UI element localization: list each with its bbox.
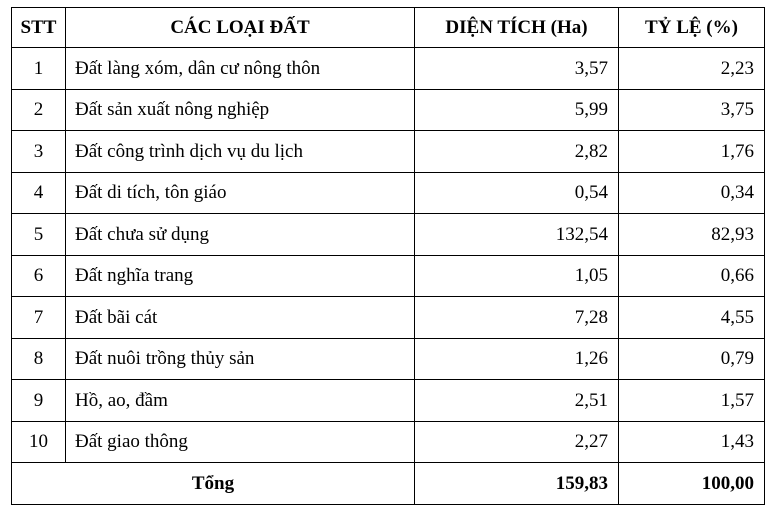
- total-row: [12, 463, 765, 505]
- row-ratio: 4,55: [619, 297, 765, 339]
- row-land-type: Đất chưa sử dụng: [66, 214, 415, 256]
- row-stt: 9: [12, 380, 66, 422]
- row-area: 3,57: [415, 48, 619, 90]
- row-ratio: 0,66: [619, 255, 765, 297]
- table-row: [12, 297, 765, 339]
- row-land-type: Đất giao thông: [66, 421, 415, 463]
- table-row: [12, 380, 765, 422]
- row-area: 0,54: [415, 172, 619, 214]
- land-use-table: [11, 7, 765, 505]
- row-stt: 7: [12, 297, 66, 339]
- table-row: [12, 48, 765, 90]
- row-area: 1,26: [415, 338, 619, 380]
- header-stt: STT: [12, 8, 66, 48]
- header-land-type: CÁC LOẠI ĐẤT: [66, 8, 415, 48]
- row-area: 7,28: [415, 297, 619, 339]
- row-land-type: Đất nuôi trồng thủy sản: [66, 338, 415, 380]
- row-stt: 4: [12, 172, 66, 214]
- row-stt: 5: [12, 214, 66, 256]
- row-stt: 8: [12, 338, 66, 380]
- row-ratio: 1,57: [619, 380, 765, 422]
- row-stt: 1: [12, 48, 66, 90]
- row-area: 2,82: [415, 131, 619, 173]
- total-area: 159,83: [415, 463, 619, 505]
- row-area: 2,27: [415, 421, 619, 463]
- row-land-type: Hồ, ao, đầm: [66, 380, 415, 422]
- row-area: 2,51: [415, 380, 619, 422]
- table-row: [12, 131, 765, 173]
- row-ratio: 2,23: [619, 48, 765, 90]
- table-row: [12, 338, 765, 380]
- row-land-type: Đất công trình dịch vụ du lịch: [66, 131, 415, 173]
- row-area: 1,05: [415, 255, 619, 297]
- header-area: DIỆN TÍCH (Ha): [415, 8, 619, 48]
- row-area: 132,54: [415, 214, 619, 256]
- row-land-type: Đất sản xuất nông nghiệp: [66, 89, 415, 131]
- table-row: [12, 421, 765, 463]
- table-row: [12, 255, 765, 297]
- header-ratio: TỶ LỆ (%): [619, 8, 765, 48]
- table-row: [12, 214, 765, 256]
- row-land-type: Đất di tích, tôn giáo: [66, 172, 415, 214]
- total-ratio: 100,00: [619, 463, 765, 505]
- row-ratio: 0,34: [619, 172, 765, 214]
- table-row: [12, 89, 765, 131]
- row-ratio: 3,75: [619, 89, 765, 131]
- total-label: Tổng: [12, 463, 415, 505]
- row-stt: 10: [12, 421, 66, 463]
- row-stt: 2: [12, 89, 66, 131]
- row-area: 5,99: [415, 89, 619, 131]
- row-ratio: 82,93: [619, 214, 765, 256]
- table-row: [12, 172, 765, 214]
- row-ratio: 1,43: [619, 421, 765, 463]
- row-land-type: Đất bãi cát: [66, 297, 415, 339]
- row-stt: 6: [12, 255, 66, 297]
- row-land-type: Đất làng xóm, dân cư nông thôn: [66, 48, 415, 90]
- row-ratio: 1,76: [619, 131, 765, 173]
- table-header-row: [12, 8, 765, 48]
- row-land-type: Đất nghĩa trang: [66, 255, 415, 297]
- row-ratio: 0,79: [619, 338, 765, 380]
- row-stt: 3: [12, 131, 66, 173]
